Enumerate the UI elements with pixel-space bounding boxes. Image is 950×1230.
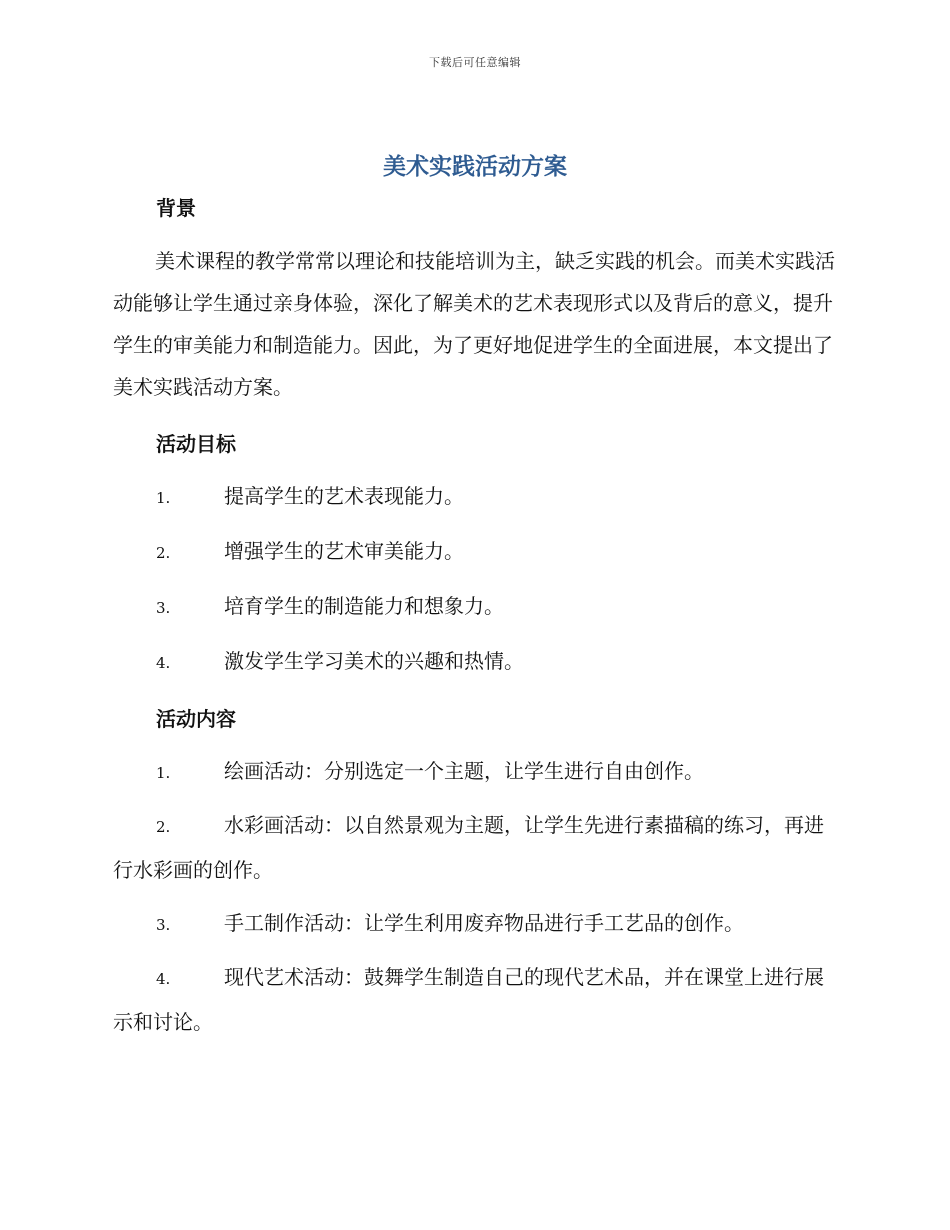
goal-list-item <box>113 640 838 685</box>
content-list-item <box>113 902 838 947</box>
list-text: 绘画活动：分别选定一个主题，让学生进行自由创作。 <box>224 759 704 783</box>
section-heading-content: 活动内容 <box>156 707 236 731</box>
list-text: 培育学生的制造能力和想象力。 <box>224 594 504 618</box>
content-list-item <box>113 956 838 1044</box>
header-note: 下载后可任意编辑 <box>429 56 521 69</box>
background-paragraph: 美术课程的教学常常以理论和技能培训为主，缺乏实践的机会。而美术实践活动能够让学生通过亲身体验，深化了解美术的艺术表现形式以及背后的意义，提升学生的审美能力和制造能力。因此，为了更好地促进学生的全面进展，本文提出了美术实践活动方案。 <box>113 249 835 399</box>
list-number: 1. <box>156 764 171 782</box>
goal-list-item <box>113 530 838 575</box>
list-number: 2. <box>156 818 171 836</box>
goal-list-item <box>113 585 838 630</box>
list-number: 3. <box>156 599 171 617</box>
list-number: 1. <box>156 489 171 507</box>
section-heading-goals: 活动目标 <box>156 432 236 456</box>
content-list-item <box>113 750 838 795</box>
list-text: 增强学生的艺术审美能力。 <box>224 539 464 563</box>
list-number: 4. <box>156 654 171 672</box>
list-number: 4. <box>156 970 171 988</box>
goal-list-item <box>113 475 838 520</box>
list-text: 提高学生的艺术表现能力。 <box>224 484 464 508</box>
list-text: 现代艺术活动：鼓舞学生制造自己的现代艺术品，并在课堂上进行展示和讨论。 <box>113 965 824 1034</box>
document-title: 美术实践活动方案 <box>383 154 567 180</box>
list-text: 激发学生学习美术的兴趣和热情。 <box>224 649 524 673</box>
list-number: 3. <box>156 916 171 934</box>
list-number: 2. <box>156 544 171 562</box>
list-text: 水彩画活动：以自然景观为主题，让学生先进行素描稿的练习，再进行水彩画的创作。 <box>113 813 824 882</box>
content-list-item <box>113 804 838 892</box>
list-text: 手工制作活动：让学生利用废弃物品进行手工艺品的创作。 <box>224 911 744 935</box>
section-heading-background: 背景 <box>156 196 196 220</box>
